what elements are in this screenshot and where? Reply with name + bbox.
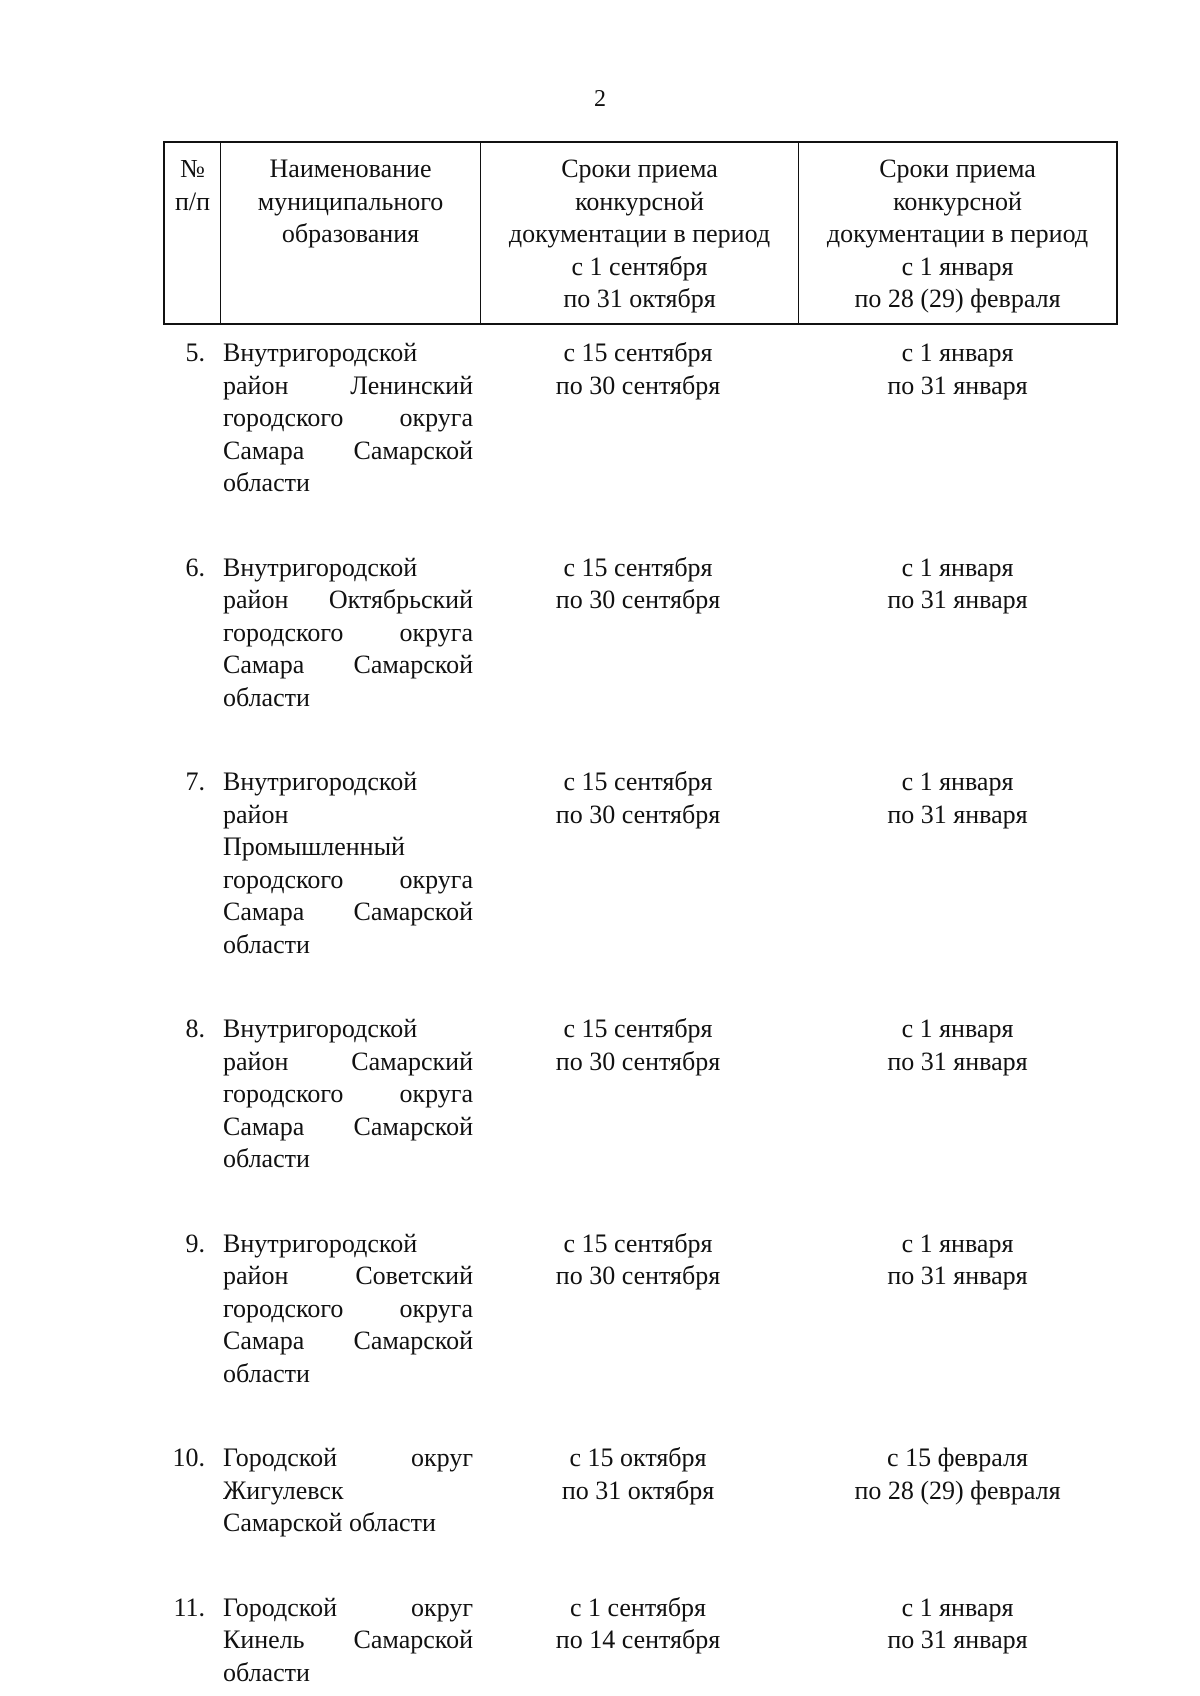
municipality-name-word: области <box>223 468 310 497</box>
row-number: 6. <box>185 552 205 582</box>
winter-period <box>797 1228 1118 1391</box>
municipality-name-word: округа <box>399 1293 473 1323</box>
municipality-name-word: Октябрьский <box>328 585 473 614</box>
municipality-name-word: Внутригородской <box>223 1014 418 1043</box>
municipality-name-word: район <box>223 370 289 400</box>
period-line: по 31 января <box>887 1625 1028 1654</box>
row-number: 10. <box>172 1443 205 1472</box>
municipality-name-line <box>223 1078 473 1111</box>
municipality-name-line <box>223 1046 473 1079</box>
municipality-name-line <box>223 337 473 370</box>
municipality-name-line <box>223 864 473 897</box>
table-header <box>163 141 1118 325</box>
period-line: по 14 сентября <box>555 1625 721 1654</box>
period-line: с 15 сентября <box>563 338 713 367</box>
municipality-name-word: области <box>223 929 310 959</box>
municipality-name-line <box>223 831 473 864</box>
header-period-1-line: документации в период <box>508 219 771 248</box>
period-line: по 31 января <box>887 1046 1028 1076</box>
municipality-name-word: Самарской области <box>223 1508 436 1537</box>
period-line: с 15 сентября <box>563 767 713 796</box>
municipality-name-word: Самара <box>223 435 305 465</box>
table-body <box>163 337 1118 1689</box>
header-name <box>221 143 481 323</box>
municipality-name-line <box>223 552 473 585</box>
table-row <box>163 337 1118 500</box>
period-line: с 15 сентября <box>563 1228 713 1258</box>
header-period-2-line: Сроки приема <box>879 154 1036 183</box>
municipality-name-line <box>223 682 473 715</box>
winter-period <box>797 1592 1118 1690</box>
winter-period <box>797 1013 1118 1176</box>
municipality-name-word: области <box>223 1358 310 1388</box>
municipality-name-word: округа <box>399 403 473 432</box>
municipality-name-word: Самара <box>223 1111 305 1141</box>
period-line: по 31 января <box>887 1261 1028 1290</box>
municipality-name-line <box>223 1442 473 1475</box>
table-row <box>163 1013 1118 1176</box>
header-period-1-line: с 1 сентября <box>571 251 708 281</box>
period-line: по 30 сентября <box>555 370 721 400</box>
municipality-name-word: Самарской <box>353 435 473 465</box>
municipality-name <box>219 1013 479 1176</box>
header-period-2 <box>799 143 1116 323</box>
municipality-name-word: округ <box>411 1592 473 1622</box>
period-line: с 15 сентября <box>563 1014 713 1043</box>
header-period-1-line: Сроки приема <box>561 154 718 183</box>
header-period-2-line: конкурсной <box>893 186 1022 216</box>
winter-period <box>797 766 1118 961</box>
page-number: 2 <box>594 86 606 112</box>
header-num-line: п/п <box>174 186 211 216</box>
header-period-2-line: документации в период <box>826 219 1089 248</box>
municipality-name-line <box>223 1507 473 1540</box>
row-number: 9. <box>185 1228 205 1258</box>
municipality-name-word: Самарской <box>353 650 473 679</box>
table-row <box>163 552 1118 715</box>
municipality-name-word: Советский <box>355 1261 473 1290</box>
period-line: с 1 января <box>901 1592 1014 1622</box>
period-line: с 1 января <box>901 767 1014 796</box>
period-line: с 15 сентября <box>563 552 713 582</box>
municipality-name-word: Самара <box>223 1326 305 1355</box>
municipality-name-word: округа <box>399 1079 473 1108</box>
municipality-name <box>219 1592 479 1690</box>
header-name-line: образования <box>281 219 420 248</box>
winter-period <box>797 552 1118 715</box>
municipality-name-word: Кинель <box>223 1625 305 1654</box>
municipality-name-word: области <box>223 682 310 712</box>
municipality-name-word: Самарский <box>351 1046 473 1076</box>
municipality-name-word: городского <box>223 1293 344 1323</box>
header-period-2-line: по 28 (29) февраля <box>854 284 1061 313</box>
header-period-2-line: с 1 января <box>901 251 1014 281</box>
autumn-period <box>479 337 797 500</box>
municipality-name-line <box>223 1013 473 1046</box>
period-line: по 30 сентября <box>555 1261 721 1290</box>
municipality-name-word: Внутригородской <box>223 1228 418 1258</box>
municipality-name-line <box>223 370 473 403</box>
period-line: с 1 января <box>901 552 1014 582</box>
period-line: с 1 сентября <box>569 1592 707 1622</box>
municipality-name-line <box>223 1228 473 1261</box>
municipality-name-line <box>223 1111 473 1144</box>
municipality-name-line <box>223 1358 473 1391</box>
winter-period <box>797 1442 1118 1540</box>
header-num <box>165 143 221 323</box>
municipality-name-word: городского <box>223 1079 344 1108</box>
municipality-name-line <box>223 584 473 617</box>
autumn-period <box>479 766 797 961</box>
municipality-name-line <box>223 617 473 650</box>
header-period-1-line: конкурсной <box>575 186 704 216</box>
table-row <box>163 766 1118 961</box>
table-row <box>163 1228 1118 1391</box>
period-line: по 31 октября <box>561 1475 715 1505</box>
municipality-name <box>219 337 479 500</box>
period-line: по 30 сентября <box>555 799 721 829</box>
municipality-name-word: Внутригородской <box>223 338 418 367</box>
autumn-period <box>479 552 797 715</box>
municipality-name-line <box>223 799 473 832</box>
header-period-1 <box>481 143 799 323</box>
municipality-name-word: Внутригородской <box>223 552 418 582</box>
header-name-line: муниципального <box>257 186 444 216</box>
municipality-name-word: Жигулевск <box>223 1475 344 1505</box>
municipality-name-line <box>223 1592 473 1625</box>
municipality-name-word: район <box>223 799 289 829</box>
municipality-name-word: городского <box>223 864 344 894</box>
municipality-name-word: район <box>223 1046 289 1076</box>
row-number: 11. <box>173 1592 205 1622</box>
row-number: 8. <box>185 1014 205 1043</box>
period-line: по 30 сентября <box>555 585 721 614</box>
period-line: по 31 января <box>887 370 1028 400</box>
municipality-name-word: области <box>223 1144 310 1173</box>
municipality-name-line <box>223 929 473 962</box>
municipality-name-word: Самара <box>223 650 305 679</box>
table-row <box>163 1592 1118 1690</box>
header-period-1-line: по 31 октября <box>563 284 716 313</box>
period-line: с 15 февраля <box>887 1443 1028 1472</box>
period-line: по 31 января <box>887 799 1028 829</box>
municipality-name-word: район <box>223 585 289 614</box>
autumn-period <box>479 1442 797 1540</box>
municipality-name-word: Самарской <box>353 1326 473 1355</box>
municipality-name-line <box>223 467 473 500</box>
winter-period <box>797 337 1118 500</box>
municipality-name-word: Внутригородской <box>223 767 418 796</box>
autumn-period <box>479 1013 797 1176</box>
municipality-name-word: округа <box>399 617 473 647</box>
municipality-name-line <box>223 1260 473 1293</box>
municipality-name-word: округ <box>411 1443 473 1472</box>
municipality-name-word: округа <box>399 864 473 894</box>
period-line: с 1 января <box>901 1228 1014 1258</box>
municipality-name-word: Промышленный <box>223 832 405 861</box>
municipality-name-line <box>223 896 473 929</box>
municipality-name-word: Самарской <box>353 897 473 926</box>
municipality-name-word: Самарской <box>353 1625 473 1654</box>
municipality-name-line <box>223 1143 473 1176</box>
period-line: по 31 января <box>887 585 1028 614</box>
municipality-name <box>219 552 479 715</box>
municipality-name-line <box>223 1657 473 1690</box>
municipality-name-word: Городской <box>223 1443 337 1472</box>
row-number: 7. <box>185 767 205 796</box>
header-num-line: № <box>180 154 205 183</box>
municipality-name-word: Городской <box>223 1592 337 1622</box>
municipality-name-line <box>223 1624 473 1657</box>
municipality-name-line <box>223 766 473 799</box>
municipality-name-line <box>223 435 473 468</box>
municipality-name <box>219 1228 479 1391</box>
municipality-name <box>219 766 479 961</box>
municipality-name <box>219 1442 479 1540</box>
municipality-name-word: городского <box>223 617 344 647</box>
autumn-period <box>479 1228 797 1391</box>
municipality-name-word: Самарской <box>353 1111 473 1141</box>
header-name-line: Наименование <box>269 154 432 183</box>
autumn-period <box>479 1592 797 1690</box>
period-line: с 1 января <box>901 1014 1014 1043</box>
municipality-name-word: район <box>223 1261 289 1290</box>
row-number: 5. <box>185 338 205 367</box>
municipality-name-line <box>223 402 473 435</box>
municipality-name-word: городского <box>223 403 344 432</box>
period-line: по 28 (29) февраля <box>854 1475 1061 1505</box>
municipality-name-line <box>223 1475 473 1508</box>
period-line: по 30 сентября <box>555 1046 721 1076</box>
municipality-name-word: Ленинский <box>350 370 473 400</box>
municipality-name-word: области <box>223 1657 310 1687</box>
table-row <box>163 1442 1118 1540</box>
municipality-name-word: Самара <box>223 897 305 926</box>
period-line: с 1 января <box>901 338 1014 367</box>
period-line: с 15 октября <box>569 1443 707 1472</box>
municipality-name-line <box>223 1293 473 1326</box>
municipality-name-line <box>223 649 473 682</box>
municipality-name-line <box>223 1325 473 1358</box>
